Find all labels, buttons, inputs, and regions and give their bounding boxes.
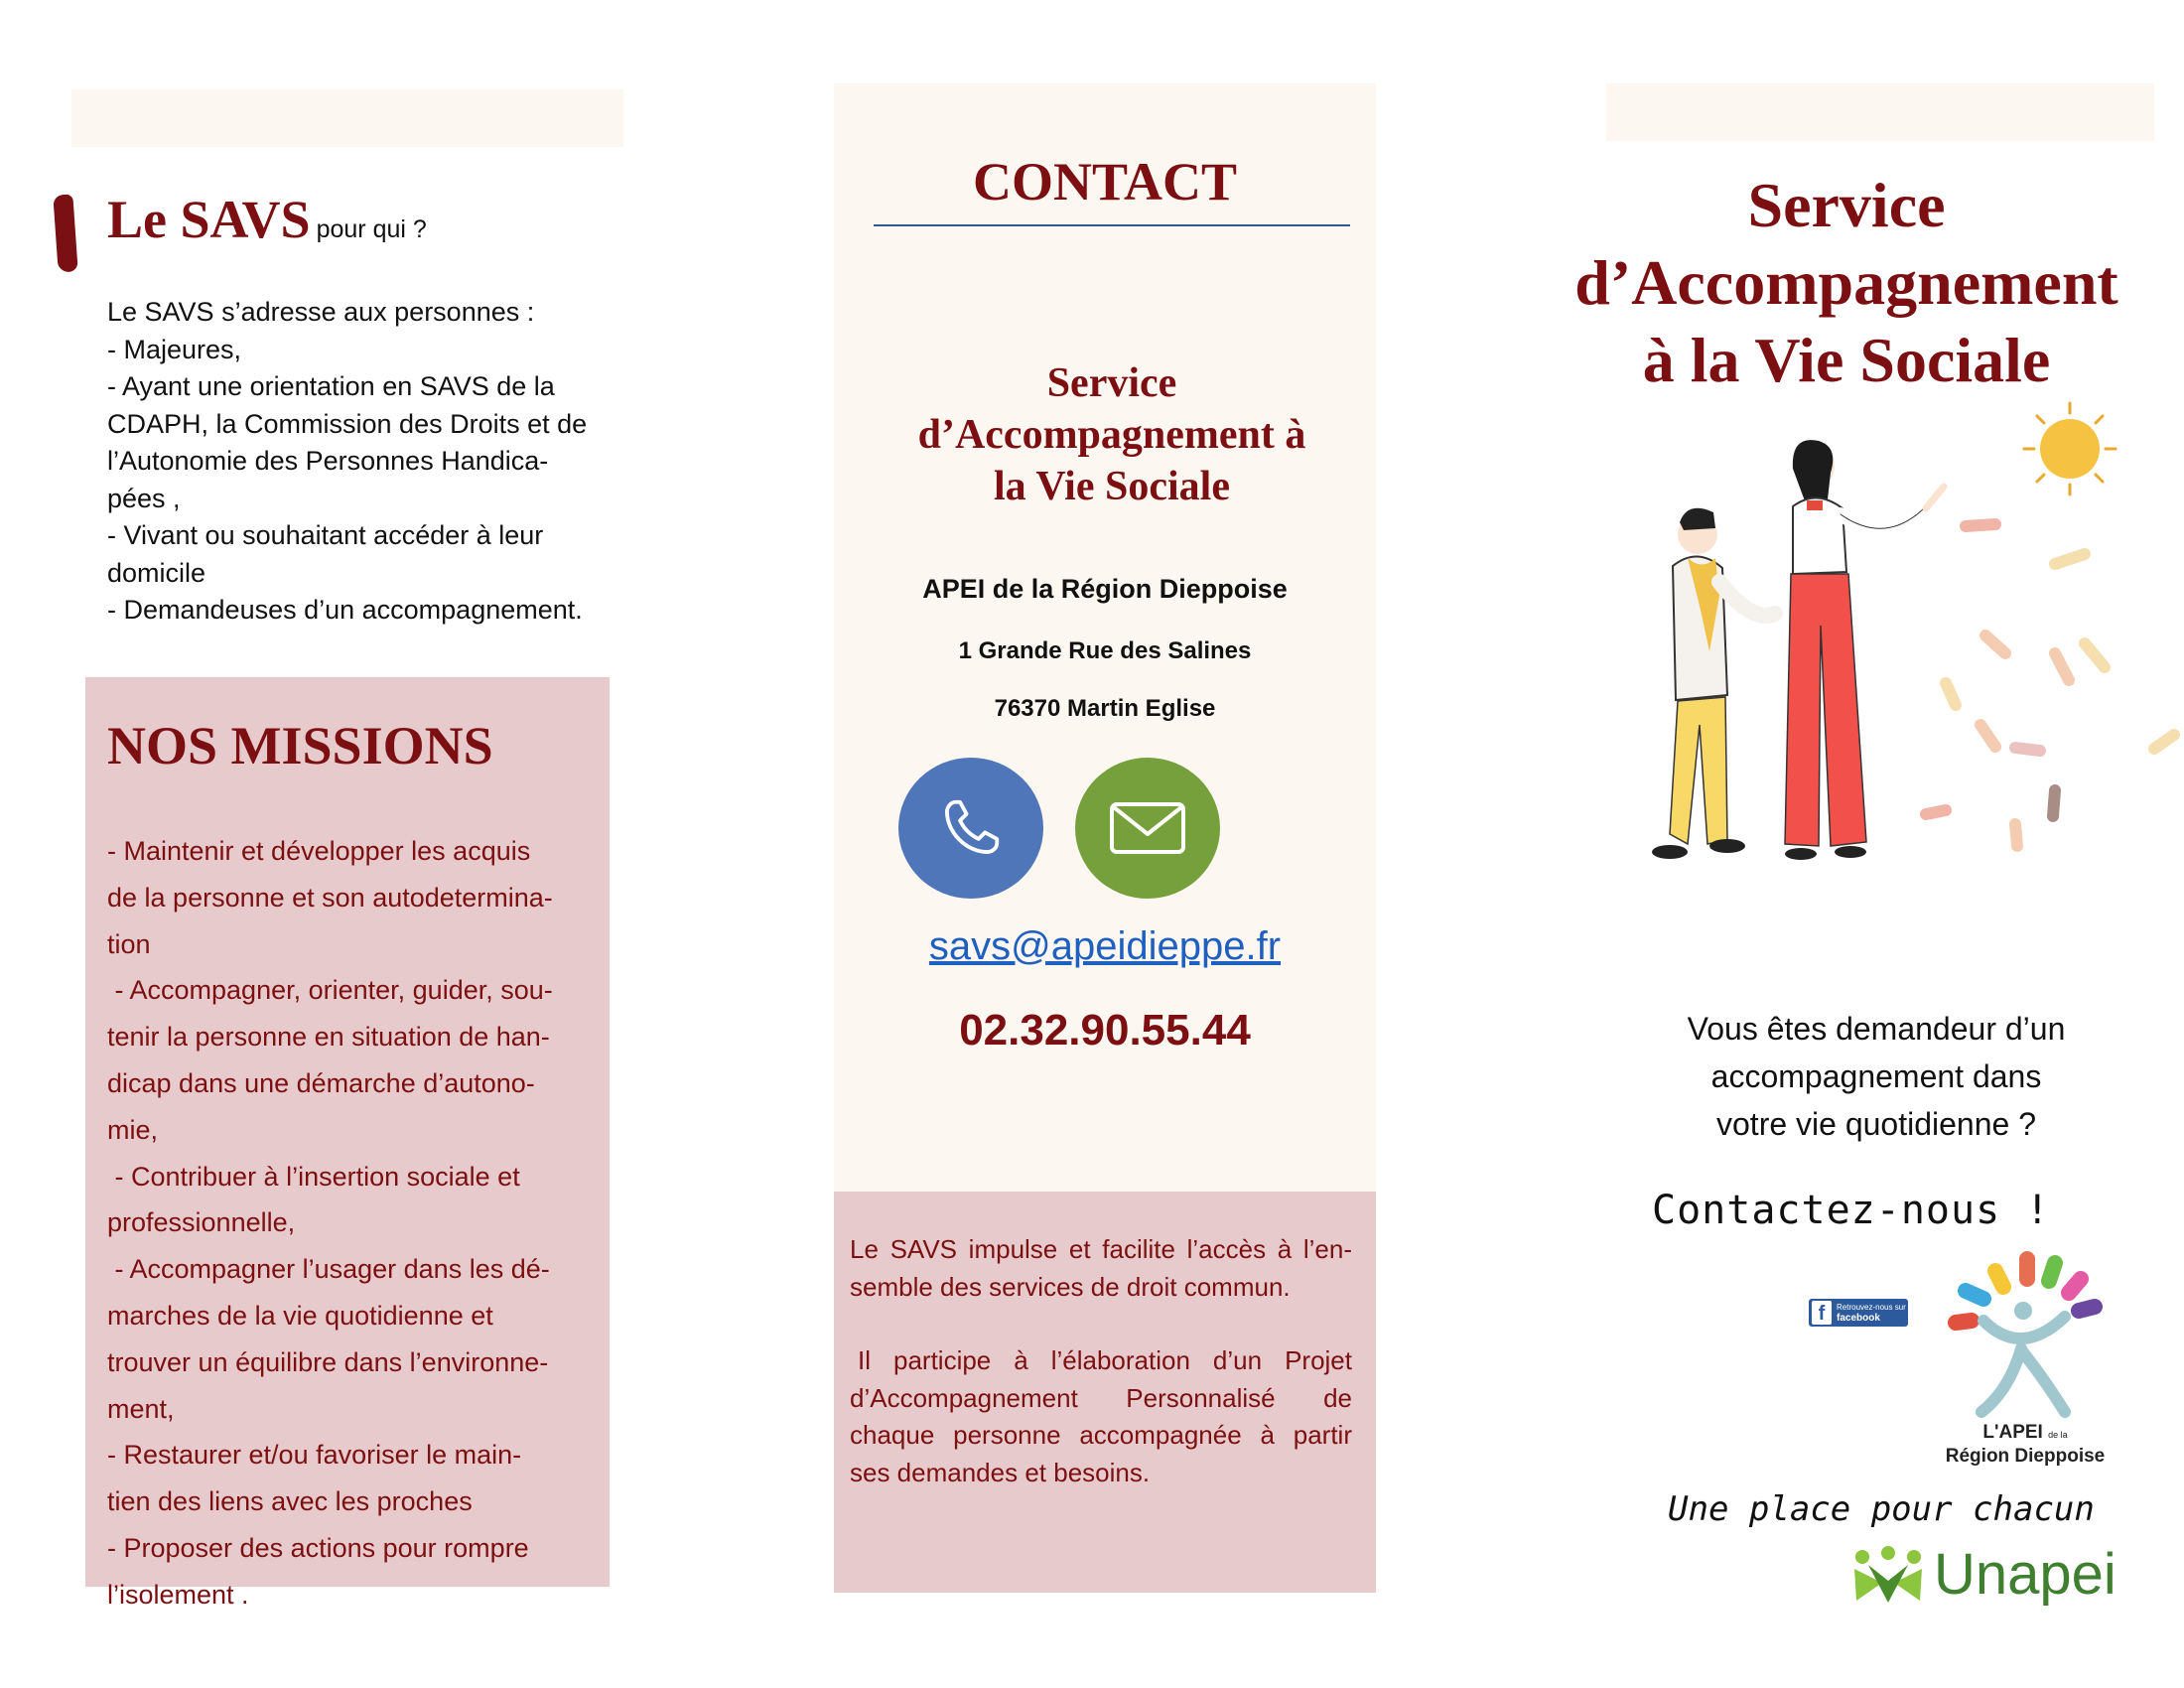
savs-title: Le SAVS	[107, 190, 311, 249]
mission-line: mie,	[107, 1114, 159, 1145]
unapei-mark-icon	[1848, 1543, 1928, 1613]
text-line: - Majeures,	[107, 334, 242, 364]
text-line: domicile	[107, 557, 206, 588]
address-city: 76370 Martin Eglise	[994, 695, 1216, 722]
top-strip-left	[71, 89, 623, 147]
mission-line: de la personne et son autodetermina-	[107, 882, 553, 913]
text-line: Le SAVS s’adresse aux personnes :	[107, 297, 535, 327]
info-text	[850, 1231, 1352, 1528]
service-title-line: la Vie Sociale	[994, 464, 1230, 509]
text-line: l’Autonomie des Personnes Handica-	[107, 446, 549, 476]
main-title-line: d’Accompagnement	[1574, 247, 2118, 318]
mission-line: l’isolement .	[107, 1579, 249, 1610]
address-street: 1 Grande Rue des Salines	[958, 637, 1252, 664]
text-line: - Ayant une orientation en SAVS de la	[107, 371, 555, 401]
mission-line: - Restaurer et/ou favoriser le main-	[107, 1440, 522, 1471]
mission-line: tion	[107, 928, 151, 959]
service-title-line: d’Accompagnement à	[917, 412, 1306, 458]
savs-subtitle: pour qui ?	[316, 215, 427, 243]
mission-line: ment,	[107, 1393, 175, 1424]
mission-line: - Proposer des actions pour rompre	[107, 1532, 529, 1563]
main-title-line: à la Vie Sociale	[1642, 325, 2051, 395]
text-line: pées ,	[107, 483, 181, 513]
envelope-icon	[1108, 798, 1187, 858]
mission-line: - Maintenir et développer les acquis	[107, 836, 531, 866]
mission-line: dicap dans une démarche d’autono-	[107, 1067, 535, 1098]
mission-line: tenir la personne en situation de han-	[107, 1022, 550, 1053]
facebook-icon: f	[1812, 1301, 1832, 1325]
main-title-line: Service	[1747, 170, 1946, 240]
mission-line: trouver un équilibre dans l’environne-	[107, 1346, 549, 1377]
missions-title: NOS MISSIONS	[107, 716, 493, 775]
woman-figure	[1785, 440, 1944, 860]
text-line: CDAPH, la Commission des Droits et de	[107, 408, 588, 439]
contact-cta: Contactez-nous !	[1652, 1188, 2051, 1233]
savs-audience-text	[107, 294, 623, 630]
text-line: - Demandeuses d’un accompagnement.	[107, 595, 583, 625]
mission-line: - Accompagner l’usager dans les dé-	[107, 1254, 550, 1285]
mail-button[interactable]	[1075, 758, 1220, 899]
mission-line: - Accompagner, orienter, guider, sou-	[107, 975, 553, 1006]
facebook-line: facebook	[1837, 1313, 1880, 1324]
sun-icon	[2024, 403, 2116, 494]
phone-button[interactable]	[898, 758, 1043, 899]
savs-heading	[107, 189, 427, 250]
facebook-line: Retrouvez-nous sur	[1837, 1303, 1906, 1312]
service-title-line: Service	[1046, 360, 1177, 406]
man-figure	[1652, 508, 1775, 859]
apei-logo	[1926, 1241, 2124, 1440]
heading-marker	[53, 194, 77, 272]
mission-line: marches de la vie quotidienne et	[107, 1300, 493, 1331]
apei-de-la: de la	[2048, 1430, 2068, 1440]
service-title	[854, 357, 1370, 512]
info-paragraph: Il participe à l’élaboration d’un Projet d’Accompagnement Personnalisé de chaque personne accompagnée à partir ses demandes et besoins.	[850, 1345, 1352, 1487]
unapei-wordmark: Unapei	[1934, 1542, 2116, 1607]
question-line: votre vie quotidienne ?	[1716, 1106, 2036, 1142]
question-text	[1588, 1005, 2164, 1148]
info-paragraph: Le SAVS impulse et facilite l’accès à l’en-semble des services de droit commun.	[850, 1234, 1352, 1302]
email-link[interactable]: savs@apeidieppe.fr	[928, 924, 1282, 968]
facebook-badge[interactable]	[1809, 1299, 1908, 1327]
unapei-logo	[1848, 1539, 2146, 1618]
mission-line: tien des liens avec les proches	[107, 1486, 473, 1517]
contact-title: CONTACT	[972, 152, 1238, 211]
apei-label	[1926, 1422, 2124, 1467]
mission-line: professionnelle,	[107, 1207, 296, 1238]
phone-number: 02.32.90.55.44	[959, 1006, 1251, 1055]
tagline: Une place pour chacun	[1668, 1489, 2095, 1529]
organization-name: APEI de la Région Dieppoise	[922, 574, 1288, 604]
people-illustration	[1588, 397, 2184, 993]
text-line: - Vivant ou souhaitant accéder à leur	[107, 520, 544, 550]
question-line: accompagnement dans	[1710, 1058, 2042, 1094]
main-title	[1529, 167, 2164, 399]
phone-icon	[936, 793, 1006, 863]
question-line: Vous êtes demandeur d’un	[1687, 1011, 2066, 1047]
apei-name: L'APEI	[1982, 1422, 2043, 1443]
mission-line: - Contribuer à l’insertion sociale et	[107, 1161, 520, 1192]
apei-region: Région Dieppoise	[1945, 1446, 2106, 1467]
top-strip-right	[1606, 83, 2154, 141]
missions-list	[107, 828, 590, 1618]
title-underline	[874, 224, 1350, 226]
